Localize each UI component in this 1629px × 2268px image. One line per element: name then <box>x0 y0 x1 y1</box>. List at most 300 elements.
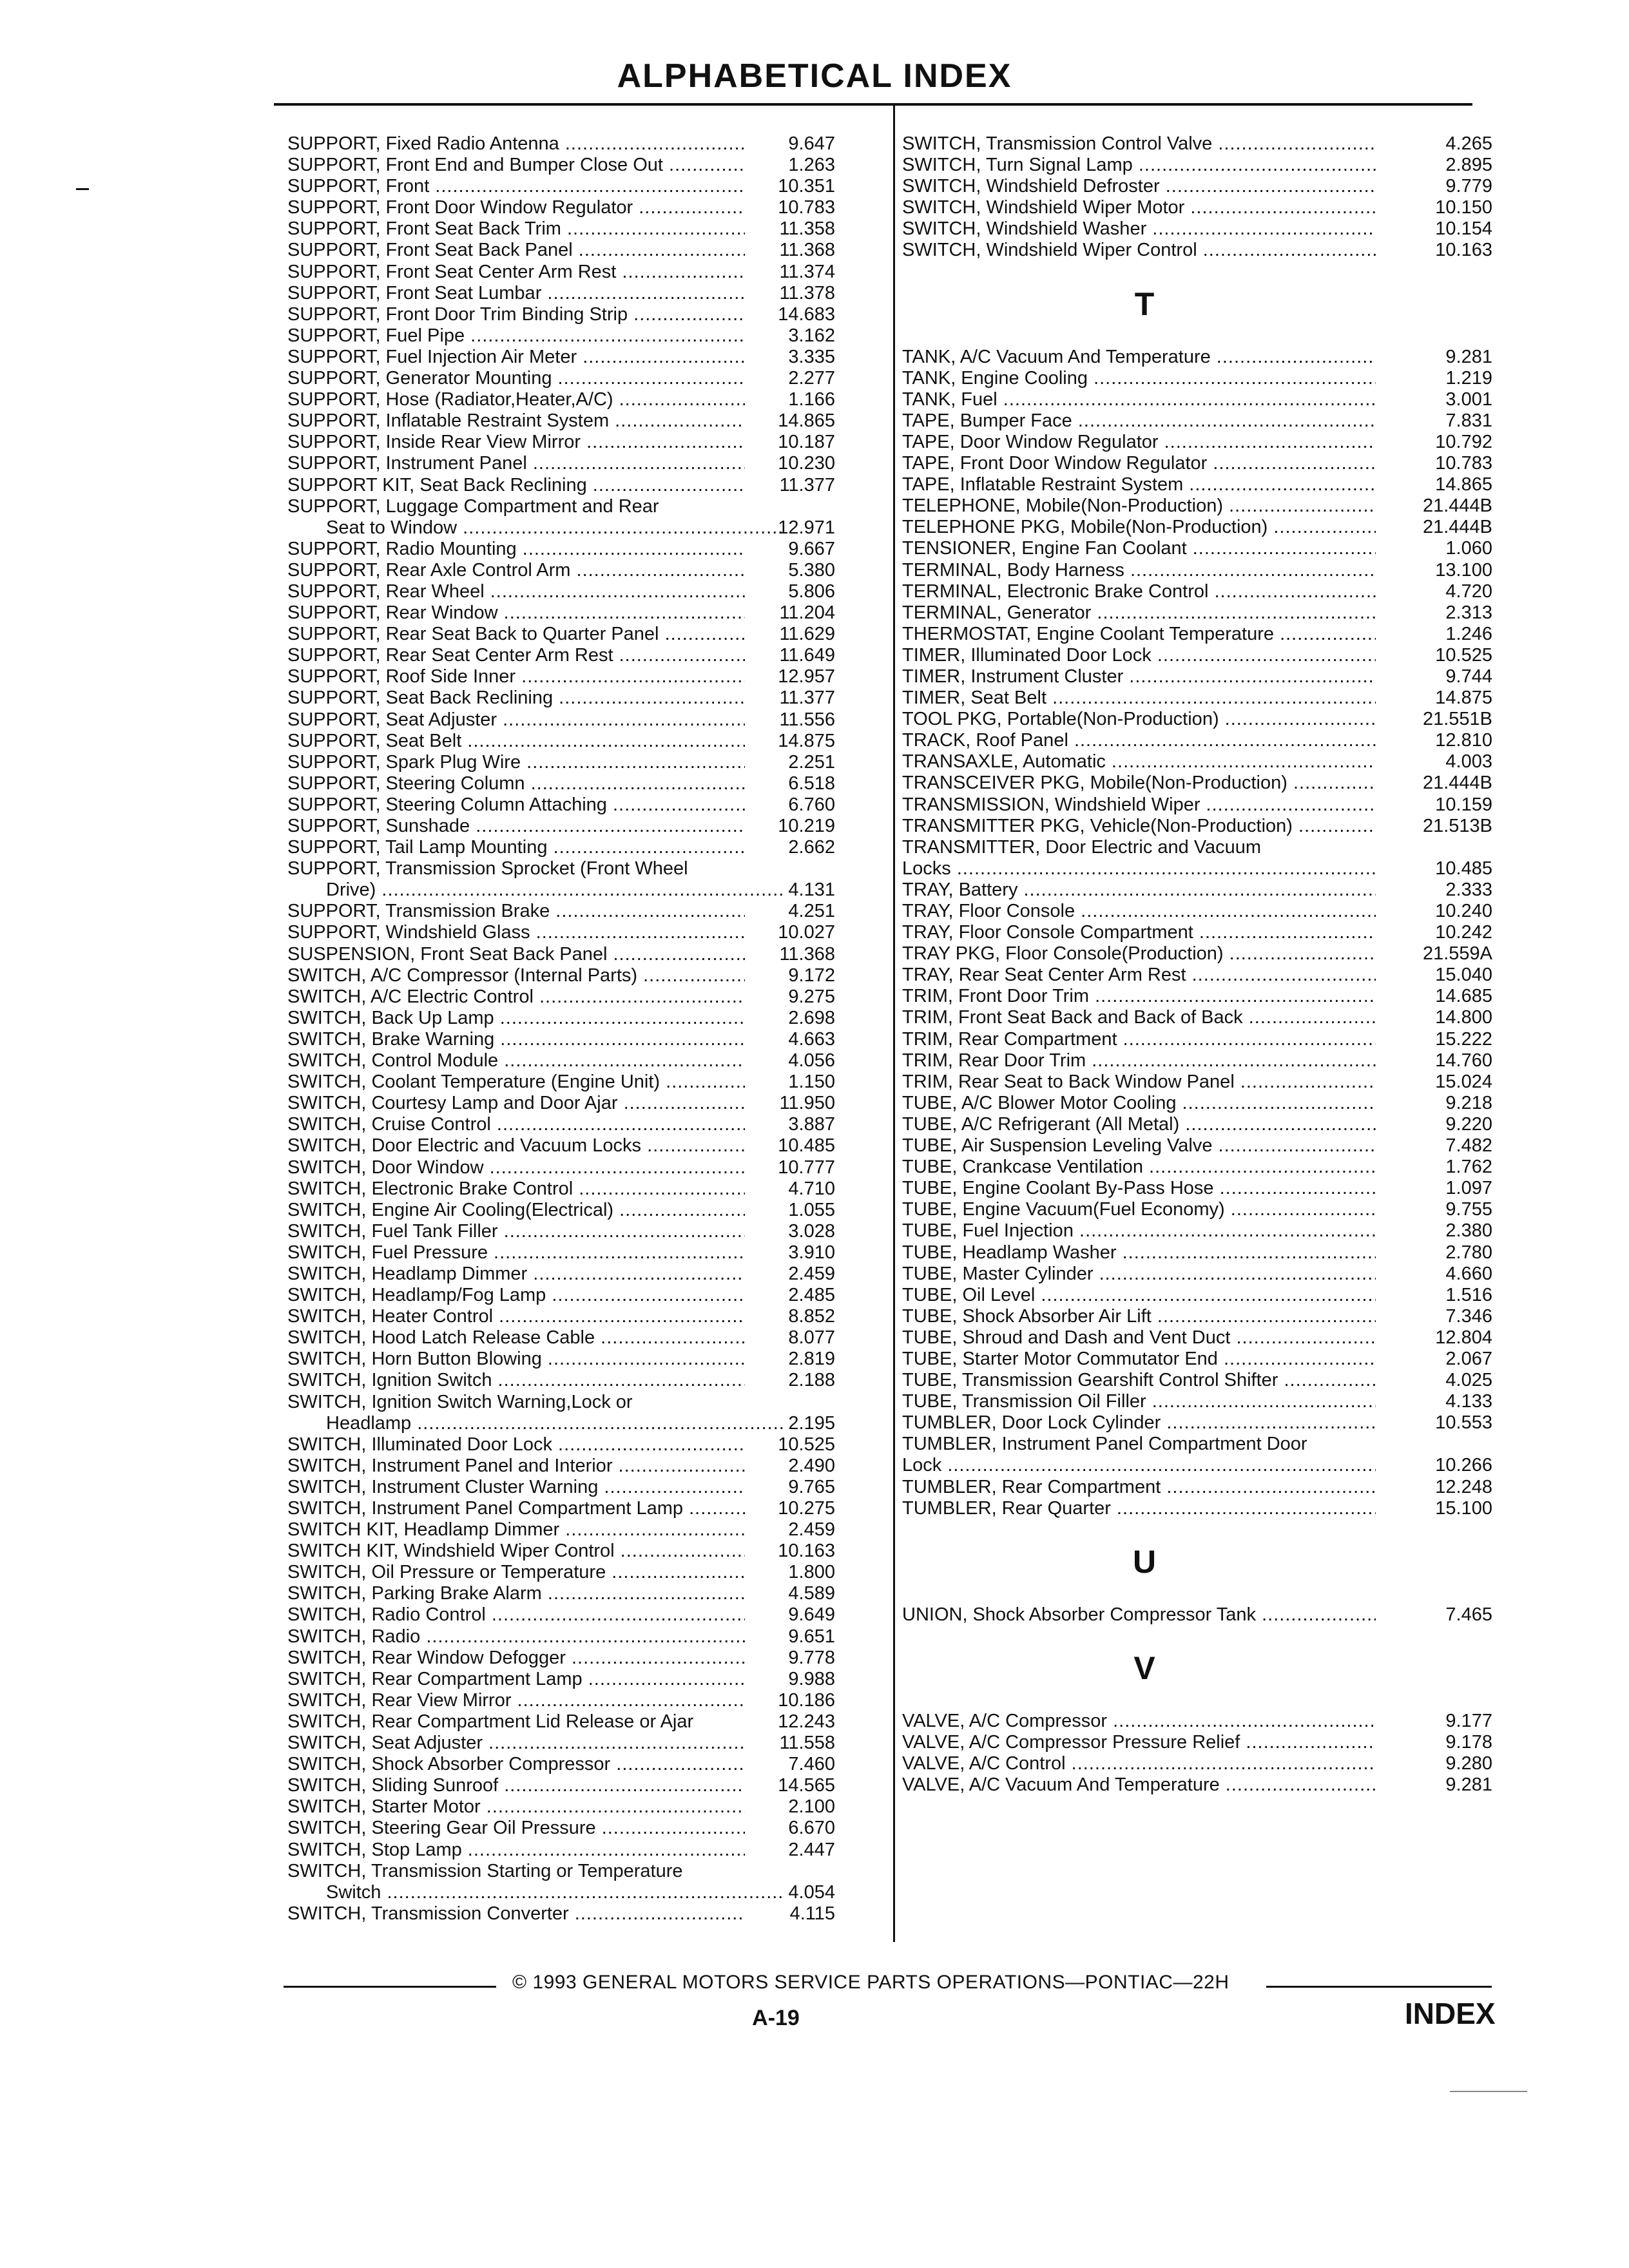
index-entry <box>287 1306 835 1327</box>
index-entry-text: SWITCH KIT, Windshield Wiper Control ..... <box>287 1541 745 1562</box>
index-entry <box>893 368 1492 389</box>
index-entry-text: TUBE, Air Suspension Leveling Valve ..... <box>902 1135 1376 1157</box>
index-entry <box>893 133 1492 155</box>
index-entry <box>893 1264 1492 1285</box>
index-entry-reference: 9.177 <box>1445 1710 1492 1731</box>
index-entry-reference: 11.558 <box>779 1733 835 1754</box>
index-entry <box>287 1903 835 1925</box>
index-entry <box>287 1349 835 1370</box>
index-entry-reference: 1.150 <box>788 1072 835 1093</box>
index-entry-text: SUPPORT, Front ..... <box>287 176 745 197</box>
index-entry-text: SWITCH, Windshield Washer ..... <box>902 218 1376 240</box>
index-entry <box>893 624 1492 645</box>
index-entry <box>893 837 1492 858</box>
index-entry-reference: 10.792 <box>1435 431 1492 452</box>
index-entry-reference: 12.804 <box>1435 1327 1492 1348</box>
index-entry-text: SWITCH, Rear View Mirror ..... <box>287 1690 745 1711</box>
index-entry-text: SWITCH, Sliding Sunroof ..... <box>287 1775 745 1796</box>
index-entry-text: SUPPORT, Fuel Injection Air Meter ..... <box>287 347 745 368</box>
index-entry-reference: 14.800 <box>1435 1007 1492 1028</box>
index-entry-reference: 2.819 <box>788 1349 835 1370</box>
index-entry <box>287 731 835 752</box>
index-entry-reference: 10.485 <box>778 1135 835 1157</box>
index-entry <box>893 1604 1492 1626</box>
index-entry <box>287 1562 835 1583</box>
index-entry-text: SUPPORT, Windshield Glass ..... <box>287 922 745 943</box>
index-entry-reference: 10.219 <box>778 816 835 836</box>
index-entry-reference: 10.154 <box>1435 218 1492 240</box>
index-entry-reference: 9.755 <box>1445 1199 1492 1220</box>
index-entry <box>287 773 835 794</box>
index-entry-reference: 2.895 <box>1445 155 1492 176</box>
index-entry-text: SWITCH, Control Module ..... <box>287 1050 745 1072</box>
index-entry-text: SWITCH, Heater Control ..... <box>287 1306 745 1327</box>
index-entry-reference: 11.378 <box>779 282 835 303</box>
index-entry <box>287 432 835 453</box>
index-entry-text: SWITCH, Engine Air Cooling(Electrical) ..... <box>287 1200 745 1221</box>
index-entry-text: SWITCH, Oil Pressure or Temperature ..... <box>287 1562 745 1583</box>
index-entry <box>287 1775 835 1796</box>
index-entry <box>287 410 835 432</box>
index-entry <box>893 495 1492 517</box>
index-entry-text: UNION, Shock Absorber Compressor Tank ..... <box>902 1604 1376 1626</box>
letter-heading: V <box>1133 1649 1155 1686</box>
index-entry-reference: 9.649 <box>788 1604 835 1626</box>
index-entry-text: SUPPORT, Luggage Compartment and Rear <box>287 495 659 517</box>
index-entry <box>893 1072 1492 1093</box>
index-entry-text: SWITCH, Radio ..... <box>287 1626 745 1648</box>
index-entry-text: SWITCH, Rear Compartment Lid Release or Ajar <box>287 1711 694 1732</box>
index-entry-text: TANK, Engine Cooling ..... <box>902 368 1376 389</box>
index-entry <box>287 1050 835 1072</box>
index-entry-reference: 1.055 <box>788 1199 835 1220</box>
index-entry-text: SWITCH, Headlamp/Fog Lamp ..... <box>287 1285 745 1306</box>
index-entry-text: SUPPORT, Seat Adjuster ..... <box>287 709 745 731</box>
index-entry-text: SUPPORT, Front Seat Center Arm Rest ..... <box>287 262 745 283</box>
left-index-column <box>287 133 835 1925</box>
index-entry-reference: 9.744 <box>1445 666 1492 687</box>
index-entry <box>287 1114 835 1135</box>
index-entry-text: SUPPORT, Tail Lamp Mounting ..... <box>287 837 745 858</box>
index-entry <box>287 1498 835 1519</box>
index-entry-reference: 14.865 <box>1435 474 1492 495</box>
index-entry-text: TUBE, Shock Absorber Air Lift ..... <box>902 1306 1376 1327</box>
index-entry-reference: 21.513B <box>1422 815 1492 836</box>
index-entry <box>893 901 1492 922</box>
index-entry-text: SWITCH, Steering Gear Oil Pressure ..... <box>287 1818 745 1839</box>
index-entry-reference: 10.525 <box>1435 644 1492 666</box>
index-entry <box>893 1349 1492 1370</box>
index-entry-reference: 1.097 <box>1445 1178 1492 1199</box>
index-entry-reference: 2.251 <box>788 751 835 773</box>
index-entry-reference: 11.368 <box>779 240 835 261</box>
index-entry-reference: 14.683 <box>778 303 835 325</box>
index-entry <box>893 1753 1492 1774</box>
index-entry <box>893 1285 1492 1306</box>
index-entry <box>287 1029 835 1050</box>
index-entry-text: SWITCH, Windshield Wiper Motor ..... <box>902 197 1376 218</box>
index-entry <box>287 325 835 347</box>
index-entry-text: TAPE, Front Door Window Regulator ..... <box>902 453 1376 474</box>
index-entry-text: SWITCH, Transmission Control Valve ..... <box>902 133 1376 155</box>
index-entry-text: SWITCH, Illuminated Door Lock ..... <box>287 1434 745 1456</box>
index-entry-text: SUPPORT, Transmission Sprocket (Front Wheel <box>287 858 688 879</box>
index-entry-text: SWITCH, Fuel Tank Filler ..... <box>287 1221 745 1242</box>
index-entry-text: SWITCH, Hood Latch Release Cable ..... <box>287 1327 745 1349</box>
index-entry-reference: 4.710 <box>788 1178 835 1199</box>
index-entry-text: TELEPHONE PKG, Mobile(Non-Production) ..... <box>902 517 1376 538</box>
index-entry-reference: 10.150 <box>1435 197 1492 218</box>
index-entry <box>287 304 835 325</box>
index-entry <box>287 1882 835 1903</box>
index-entry-text: SUPPORT, Front Seat Back Panel ..... <box>287 240 745 261</box>
index-entry <box>893 773 1492 794</box>
index-entry-text: SUPPORT, Steering Column ..... <box>287 773 745 794</box>
index-entry <box>287 752 835 773</box>
index-entry-text: TUMBLER, Instrument Panel Compartment Door <box>902 1434 1307 1455</box>
index-entry <box>893 1007 1492 1028</box>
index-entry-reference: 9.647 <box>788 133 835 154</box>
index-entry-text: SWITCH, Windshield Wiper Control ..... <box>902 240 1376 261</box>
index-entry-continuation: Drive) ..... <box>287 879 784 901</box>
index-entry <box>893 730 1492 751</box>
index-entry-reference: 3.887 <box>788 1114 835 1135</box>
index-entry <box>287 858 835 879</box>
index-entry <box>287 1690 835 1711</box>
index-entry-text: SUPPORT, Transmission Brake ..... <box>287 901 745 922</box>
index-entry <box>893 581 1492 602</box>
index-entry <box>893 1157 1492 1178</box>
index-entry <box>893 560 1492 581</box>
index-entry-text: SUPPORT, Front Seat Lumbar ..... <box>287 283 745 304</box>
index-entry <box>287 1519 835 1541</box>
index-entry <box>287 602 835 624</box>
index-entry <box>287 922 835 943</box>
index-entry <box>287 1221 835 1242</box>
index-entry-text: SUPPORT, Rear Window ..... <box>287 602 745 624</box>
index-entry-reference: 4.054 <box>788 1881 835 1903</box>
index-entry <box>893 1199 1492 1220</box>
index-entry-text: TRANSCEIVER PKG, Mobile(Non-Production) ..... <box>902 773 1376 794</box>
section-label: INDEX <box>1405 1997 1496 2030</box>
index-entry <box>287 197 835 218</box>
index-entry <box>287 176 835 197</box>
index-entry-text: THERMOSTAT, Engine Coolant Temperature ..... <box>902 624 1376 645</box>
index-entry-reference: 8.077 <box>788 1327 835 1349</box>
index-entry <box>287 475 835 496</box>
index-entry <box>287 1135 835 1157</box>
index-entry-reference: 2.698 <box>788 1007 835 1028</box>
index-entry-text: SWITCH, Headlamp Dimmer ..... <box>287 1264 745 1285</box>
index-entry-text: TRIM, Front Door Trim ..... <box>902 986 1376 1007</box>
index-entry-text: TANK, Fuel ..... <box>902 389 1376 410</box>
index-entry <box>287 1434 835 1456</box>
index-entry-reference: 11.556 <box>779 709 835 730</box>
index-entry <box>893 1412 1492 1434</box>
index-entry-reference: 10.163 <box>778 1541 835 1562</box>
index-entry-reference: 21.444B <box>1422 773 1492 794</box>
index-entry <box>287 368 835 389</box>
index-entry <box>287 240 835 261</box>
index-entry-text: SUPPORT, Steering Column Attaching ..... <box>287 794 745 816</box>
index-entry-reference: 1.762 <box>1445 1157 1492 1178</box>
index-entry-reference: 9.988 <box>788 1668 835 1689</box>
index-entry <box>287 581 835 602</box>
index-entry <box>287 155 835 176</box>
index-entry-reference: 6.518 <box>788 773 835 794</box>
index-entry <box>287 1242 835 1264</box>
index-entry-reference: 9.218 <box>1445 1092 1492 1113</box>
index-entry <box>287 794 835 816</box>
index-entry <box>287 965 835 986</box>
index-entry-continuation: Switch ..... <box>287 1882 784 1903</box>
index-entry-text: SUPPORT, Inflatable Restraint System ..... <box>287 410 745 432</box>
index-entry <box>287 1072 835 1093</box>
index-entry-text: SUPPORT, Fixed Radio Antenna ..... <box>287 133 745 155</box>
index-entry-text: SUPPORT, Generator Mounting ..... <box>287 368 745 389</box>
index-entry-text: SUPPORT, Front Door Trim Binding Strip ..... <box>287 304 745 325</box>
index-entry-text: SWITCH, Turn Signal Lamp ..... <box>902 155 1376 176</box>
index-entry-reference: 2.188 <box>788 1370 835 1391</box>
index-entry-text: SUPPORT, Rear Wheel ..... <box>287 581 745 602</box>
index-entry-text: SUPPORT, Spark Plug Wire ..... <box>287 752 745 773</box>
index-entry-reference: 10.275 <box>778 1498 835 1519</box>
title-rule <box>274 103 1472 106</box>
index-entry <box>287 709 835 731</box>
index-entry-continuation: Headlamp ..... <box>287 1413 784 1434</box>
index-entry <box>893 1732 1492 1753</box>
index-entry-reference: 9.220 <box>1445 1113 1492 1135</box>
index-entry-reference: 4.720 <box>1445 581 1492 602</box>
index-entry-reference: 10.027 <box>778 922 835 943</box>
index-entry-reference: 7.346 <box>1445 1305 1492 1327</box>
index-entry-reference: 21.444B <box>1422 495 1492 517</box>
index-entry-reference: 12.810 <box>1435 730 1492 751</box>
index-entry <box>893 709 1492 730</box>
index-entry <box>287 944 835 965</box>
index-entry-text: TUBE, Crankcase Ventilation ..... <box>902 1157 1376 1178</box>
index-entry-text: TERMINAL, Body Harness ..... <box>902 560 1376 581</box>
index-entry <box>287 1669 835 1690</box>
index-entry-reference: 12.248 <box>1435 1476 1492 1497</box>
index-entry-text: SUPPORT, Radio Mounting ..... <box>287 539 745 560</box>
index-entry <box>893 155 1492 176</box>
index-entry-text: SWITCH, Instrument Panel and Interior ..... <box>287 1456 745 1477</box>
index-entry-text: SWITCH, Rear Compartment Lamp ..... <box>287 1669 745 1690</box>
index-entry-reference: 21.559A <box>1422 943 1492 965</box>
index-entry-reference: 3.910 <box>788 1242 835 1263</box>
index-entry-text: TELEPHONE, Mobile(Non-Production) ..... <box>902 495 1376 517</box>
index-entry-text: TRAY, Floor Console Compartment ..... <box>902 922 1376 943</box>
index-entry-reference: 7.465 <box>1445 1604 1492 1625</box>
footer-rule-right <box>1266 1986 1492 1988</box>
index-entry-reference: 10.351 <box>778 176 835 197</box>
index-entry-text: SWITCH, Stop Lamp ..... <box>287 1840 745 1861</box>
index-entry <box>893 794 1492 816</box>
index-entry <box>893 1093 1492 1114</box>
index-entry-reference: 9.172 <box>788 965 835 986</box>
index-entry-reference: 1.246 <box>1445 623 1492 644</box>
index-entry-reference: 5.380 <box>788 559 835 581</box>
index-entry-text: SWITCH, Transmission Converter ..... <box>287 1903 745 1925</box>
index-entry-reference: 2.067 <box>1445 1348 1492 1369</box>
index-entry <box>287 1264 835 1285</box>
index-entry-text: SWITCH, Windshield Defroster ..... <box>902 176 1376 197</box>
index-entry-text: TUBE, Oil Level ..... <box>902 1285 1376 1306</box>
index-entry-text: TRAY, Floor Console ..... <box>902 901 1376 922</box>
index-entry <box>287 1861 835 1882</box>
index-entry-continuation: Seat to Window ..... <box>287 517 784 539</box>
index-entry-text: TRACK, Roof Panel ..... <box>902 730 1376 751</box>
index-entry <box>287 1392 835 1413</box>
index-entry-reference: 8.852 <box>788 1306 835 1327</box>
index-entry <box>287 1604 835 1626</box>
index-entry <box>287 539 835 560</box>
index-entry <box>893 858 1492 879</box>
index-entry-reference: 4.265 <box>1445 133 1492 154</box>
index-entry-text: SWITCH, A/C Compressor (Internal Parts) ..... <box>287 965 745 986</box>
index-entry-text: SWITCH, Cruise Control ..... <box>287 1114 745 1135</box>
index-entry-reference: 11.358 <box>779 218 835 240</box>
index-entry-reference: 5.806 <box>788 581 835 602</box>
index-entry <box>287 879 835 901</box>
index-entry-text: TRAY PKG, Floor Console(Production) ..... <box>902 943 1376 965</box>
index-entry-reference: 12.971 <box>778 517 835 538</box>
index-entry <box>893 197 1492 218</box>
index-entry-reference: 14.565 <box>778 1775 835 1796</box>
index-entry-text: TRANSMITTER, Door Electric and Vacuum <box>902 836 1262 858</box>
index-entry-reference: 7.831 <box>1445 410 1492 431</box>
index-entry <box>893 986 1492 1007</box>
index-entry-text: SUPPORT, Sunshade ..... <box>287 816 745 837</box>
index-entry-reference: 4.025 <box>1445 1370 1492 1391</box>
index-entry-reference: 1.166 <box>788 389 835 410</box>
index-entry-reference: 11.377 <box>779 687 835 709</box>
index-entry-text: SUPPORT, Front Seat Back Trim ..... <box>287 218 745 240</box>
index-entry <box>287 837 835 858</box>
index-entry-reference: 9.667 <box>788 538 835 559</box>
index-entry-reference: 15.100 <box>1435 1497 1492 1519</box>
index-entry <box>287 901 835 922</box>
index-entry-text: SUPPORT, Seat Back Reclining ..... <box>287 687 745 709</box>
index-entry-text: SWITCH, Starter Motor ..... <box>287 1796 745 1818</box>
index-entry-text: SWITCH, Instrument Panel Compartment Lamp ..... <box>287 1498 745 1519</box>
index-entry-reference: 12.243 <box>778 1711 835 1732</box>
index-entry-text: TIMER, Illuminated Door Lock ..... <box>902 645 1376 666</box>
index-entry-reference: 4.589 <box>788 1583 835 1604</box>
index-entry <box>893 1029 1492 1050</box>
index-entry-reference: 10.777 <box>778 1157 835 1178</box>
index-entry-text: TENSIONER, Engine Fan Coolant ..... <box>902 538 1376 559</box>
corner-mark <box>1450 2091 1527 2092</box>
index-entry <box>287 1327 835 1349</box>
index-entry-reference: 13.100 <box>1435 559 1492 581</box>
index-entry-text: TIMER, Seat Belt ..... <box>902 687 1376 709</box>
index-entry-text: TRIM, Rear Seat to Back Window Panel ..... <box>902 1072 1376 1093</box>
index-entry-text: SWITCH, A/C Electric Control ..... <box>287 986 745 1008</box>
margin-mark <box>76 188 89 190</box>
index-entry <box>893 1455 1492 1476</box>
index-entry-text: SUPPORT, Seat Belt ..... <box>287 731 745 752</box>
index-entry-reference: 2.380 <box>1445 1220 1492 1242</box>
index-entry-text: VALVE, A/C Vacuum And Temperature ..... <box>902 1774 1376 1796</box>
index-entry <box>893 347 1492 368</box>
index-entry-text: TRANSMITTER PKG, Vehicle(Non-Production) ..... <box>902 816 1376 837</box>
index-entry <box>287 1093 835 1114</box>
index-entry-reference: 4.003 <box>1445 751 1492 773</box>
index-entry <box>893 1220 1492 1242</box>
index-entry-reference: 14.760 <box>1435 1050 1492 1071</box>
index-entry-reference: 9.280 <box>1445 1753 1492 1774</box>
right-index-column <box>893 133 1492 1796</box>
index-entry-text: TUBE, Engine Vacuum(Fuel Economy) ..... <box>902 1199 1376 1220</box>
index-entry-reference: 1.060 <box>1445 538 1492 559</box>
index-entry-reference: 9.281 <box>1445 1774 1492 1796</box>
index-entry-reference: 4.251 <box>788 901 835 922</box>
index-entry-reference: 10.783 <box>1435 453 1492 474</box>
index-entry-reference: 2.447 <box>788 1839 835 1860</box>
index-entry-text: SWITCH, Electronic Brake Control ..... <box>287 1178 745 1200</box>
index-entry-reference: 9.281 <box>1445 346 1492 367</box>
index-entry <box>287 1370 835 1391</box>
index-entry <box>287 1754 835 1775</box>
index-entry-reference: 14.685 <box>1435 986 1492 1007</box>
index-entry <box>287 666 835 687</box>
index-entry <box>287 1285 835 1306</box>
index-entry <box>287 1796 835 1818</box>
index-entry-reference: 11.629 <box>779 624 835 645</box>
index-entry-reference: 4.115 <box>789 1903 835 1924</box>
index-entry-text: TRIM, Rear Compartment ..... <box>902 1029 1376 1050</box>
index-entry-reference: 2.490 <box>788 1455 835 1476</box>
index-entry-text: SUPPORT KIT, Seat Back Reclining ..... <box>287 475 745 496</box>
index-entry-reference: 7.482 <box>1445 1135 1492 1157</box>
index-entry-reference: 3.001 <box>1445 389 1492 410</box>
index-entry-reference: 15.024 <box>1435 1071 1492 1092</box>
index-entry-text: SUPPORT, Front End and Bumper Close Out ..... <box>287 155 745 176</box>
index-entry <box>287 1648 835 1669</box>
index-entry-text: TRANSAXLE, Automatic ..... <box>902 751 1376 773</box>
page-number: A-19 <box>752 2006 800 2030</box>
index-entry-reference: 10.230 <box>778 453 835 474</box>
index-entry <box>287 262 835 283</box>
index-entry-reference: 2.780 <box>1445 1242 1492 1263</box>
letter-heading: U <box>1132 1543 1157 1580</box>
index-entry-text: SWITCH KIT, Headlamp Dimmer ..... <box>287 1519 745 1541</box>
index-entry <box>893 1242 1492 1264</box>
index-entry-continuation: Locks ..... <box>902 858 1376 879</box>
index-entry-reference: 11.950 <box>779 1093 835 1114</box>
index-entry-reference: 6.670 <box>788 1818 835 1839</box>
index-entry-reference: 2.459 <box>788 1263 835 1284</box>
index-entry-reference: 10.553 <box>1435 1412 1492 1434</box>
index-entry-text: SWITCH, Courtesy Lamp and Door Ajar ..... <box>287 1093 745 1114</box>
index-entry <box>893 1050 1492 1072</box>
index-entry-reference: 9.275 <box>788 986 835 1007</box>
index-entry <box>287 453 835 474</box>
index-entry <box>893 1477 1492 1498</box>
index-entry-text: TAPE, Bumper Face ..... <box>902 410 1376 432</box>
index-entry-reference: 3.335 <box>788 346 835 367</box>
index-entry <box>893 645 1492 666</box>
index-entry-text: SWITCH, Seat Adjuster ..... <box>287 1733 745 1754</box>
index-entry <box>287 1477 835 1498</box>
index-entry-reference: 10.525 <box>778 1434 835 1455</box>
index-entry <box>287 1178 835 1200</box>
index-entry <box>287 986 835 1008</box>
index-entry-reference: 2.662 <box>788 837 835 858</box>
index-entry-text: TUBE, Transmission Gearshift Control Shifter ..... <box>902 1370 1376 1391</box>
